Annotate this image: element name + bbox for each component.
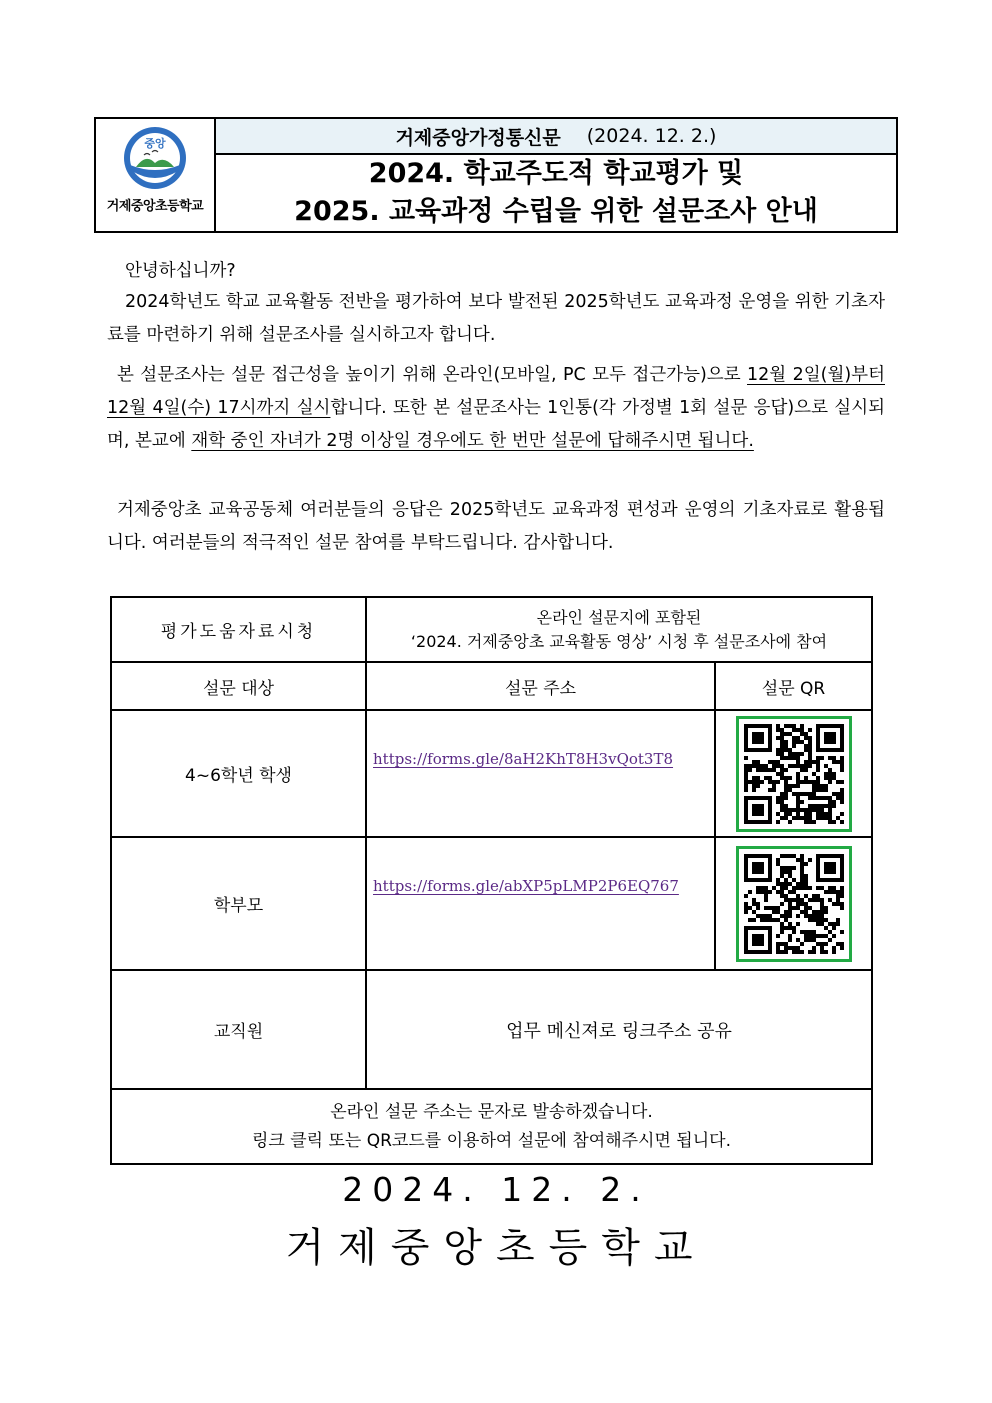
target-staff: 교직원 — [111, 970, 366, 1089]
table-row — [111, 597, 872, 662]
student-qr-code-icon[interactable] — [736, 716, 852, 832]
target-parents: 학부모 — [111, 837, 366, 970]
address-cell — [366, 837, 715, 970]
table-row — [111, 837, 872, 970]
newsletter-header — [94, 117, 898, 233]
address-cell — [366, 710, 715, 837]
table-row — [111, 710, 872, 837]
table-footer-note: 온라인 설문 주소는 문자로 발송하겠습니다. 링크 클릭 또는 QR코드를 이용하여 설문에 참여해주시면 됩니다. — [111, 1089, 872, 1164]
qr-cell — [715, 710, 872, 837]
paragraph-2: 본 설문조사는 설문 접근성을 높이기 위해 온라인(모바일, PC 모두 접근가능)으로 12월 2일(월)부터 12월 4일(수) 17시까지 실시합니다. 또한 본 설문조사는 1인통(각 가정별 1회 설문 응답)으로 실시되며, 본교에 재학 중인 자녀가 2명 이상일 경우에도 한 번만 설문에 답해주시면 됩니다. — [107, 365, 885, 451]
column-header-qr: 설문 QR — [715, 662, 872, 710]
footer-date: 2024. 12. 2. — [342, 1170, 650, 1209]
header-right — [216, 119, 896, 231]
footer-school-name: 거제중앙초등학교 — [285, 1225, 707, 1271]
survey-table — [110, 596, 873, 1165]
qr-cell — [715, 837, 872, 970]
column-header-target: 설문 대상 — [111, 662, 366, 710]
table-row — [111, 970, 872, 1089]
student-survey-link[interactable]: https://forms.gle/8aH2KhT8H3vQot3T8 — [373, 750, 674, 768]
logo-school-name: 거제중앙초등학교 — [106, 199, 204, 214]
newsletter-bar — [216, 119, 896, 155]
table-footer-row — [111, 1089, 872, 1164]
paragraph-1: 2024학년도 학교 교육활동 전반을 평가하여 보다 발전된 2025학년도 교육과정 운영을 위한 기초자료를 마련하기 위해 설문조사를 실시하고자 합니다. — [107, 292, 885, 345]
video-label: 평가도움자료시청 — [111, 597, 366, 662]
target-students: 4~6학년 학생 — [111, 710, 366, 837]
school-emblem-icon — [122, 125, 188, 191]
column-header-address: 설문 주소 — [366, 662, 715, 710]
table-header-row — [111, 662, 872, 710]
title-line-2: 2025. 교육과정 수립을 위한 설문조사 안내 — [294, 196, 818, 227]
newsletter-date: (2024. 12. 2.) — [586, 125, 717, 147]
page-title — [216, 155, 896, 231]
parent-survey-link[interactable]: https://forms.gle/abXP5pLMP2P6EQ767 — [373, 877, 679, 895]
logo-label: 중앙 — [144, 137, 166, 150]
school-logo-block — [96, 119, 216, 231]
survey-period: 12월 2일(월)부터 12월 4일(수) 17시까지 실시 — [107, 365, 885, 418]
greeting: 안녕하십니까? — [125, 261, 236, 281]
paragraph-3: 거제중앙초 교육공동체 여러분들의 응답은 2025학년도 교육과정 편성과 운영의 기초자료로 활용됩니다. 여러분들의 적극적인 설문 참여를 부탁드립니다. 감사합니다. — [107, 500, 885, 553]
video-description: 온라인 설문지에 포함된 ‘2024. 거제중앙초 교육활동 영상’ 시청 후 설문조사에 참여 — [366, 597, 872, 662]
parent-qr-code-icon[interactable] — [736, 846, 852, 962]
title-line-1: 2024. 학교주도적 학교평가 및 — [368, 158, 744, 189]
newsletter-name: 거제중앙가정통신문 — [395, 126, 561, 149]
one-response-notice: 재학 중인 자녀가 2명 이상일 경우에도 한 번만 설문에 답해주시면 됩니다. — [191, 431, 754, 451]
staff-note: 업무 메신져로 링크주소 공유 — [366, 970, 872, 1089]
